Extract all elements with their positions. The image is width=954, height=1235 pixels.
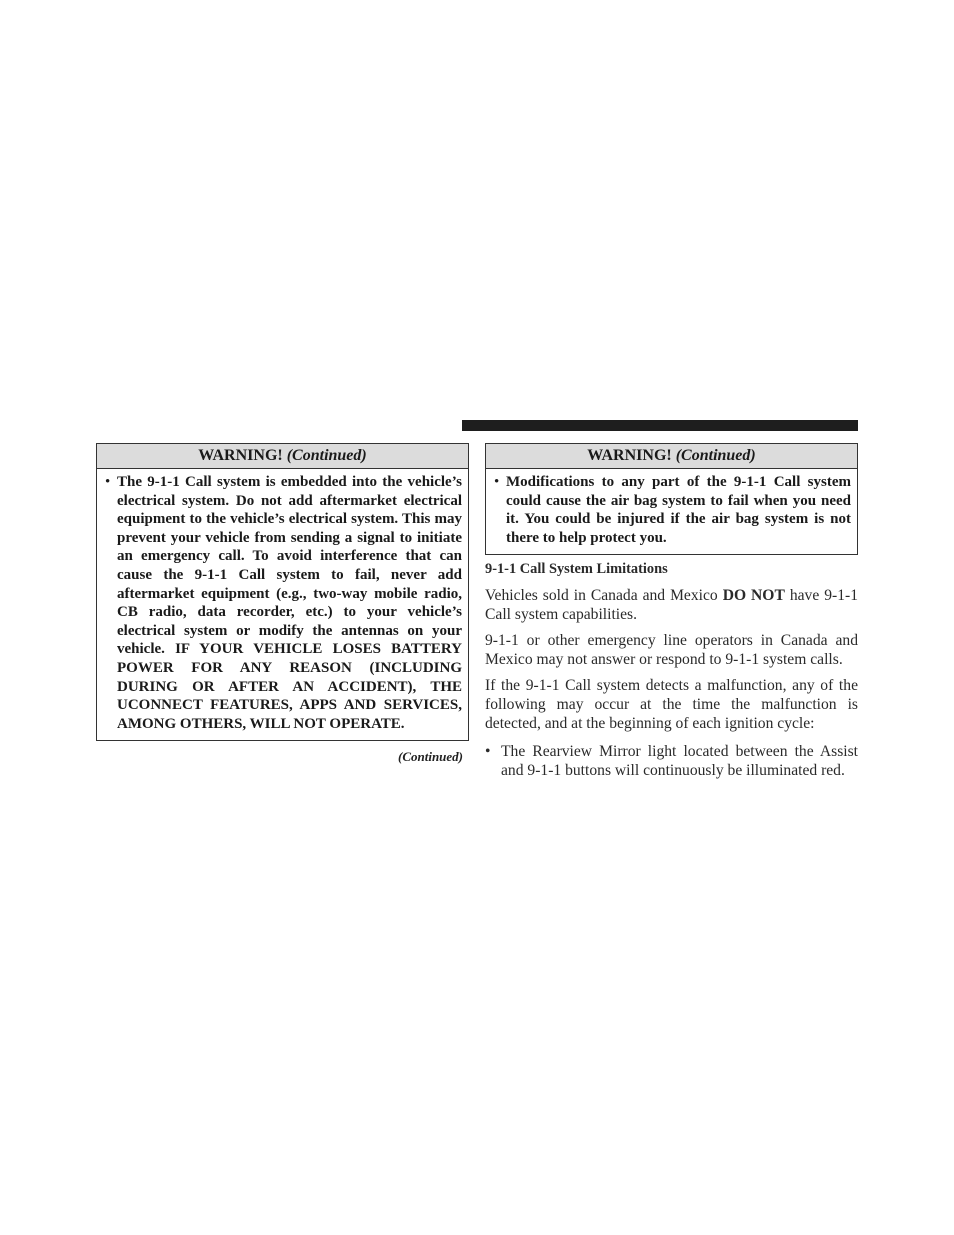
warning-text: Modifications to any part of the 9-1-1 Call system could cause the air bag system to fail when you need it. You could be injured if the air bag system is not there to help protect you.: [506, 474, 851, 546]
warning-text: The 9-1-1 Call system is embedded into the vehicle’s electrical system. Do not add aftermarket electrical equipment to the vehicle’s electrical system. This may prevent your vehicle from sending a signal to initiate an emergency call. To avoid interference that can cause the 9-1-1 Call system to fail, never add aftermarket equipment (e.g., two-way mobile radio, CB radio, data recorder, etc.) to your vehicle’s electrical system or modify the antennas on your vehicle. IF YOUR VEHICLE LOSES BATTERY POWER FOR ANY REASON (INCLUDING DURING OR AFTER AN ACCIDENT), THE UCONNECT FEATURES, APPS AND SERVICES, AMONG OTHERS, WILL NOT OPERATE.: [117, 474, 462, 732]
list-item: [485, 742, 858, 780]
warning-title: WARNING!: [198, 447, 283, 464]
paragraph-operators: 9-1-1 or other emergency line operators in Canada and Mexico may not answer or respond to 9-1-1 system calls.: [485, 632, 858, 668]
warning-title: WARNING!: [587, 447, 672, 464]
paragraph-text: have 9-1-1 Call system capabilities.: [485, 587, 858, 623]
bullet-icon: •: [105, 474, 111, 490]
limitations-section: [485, 560, 858, 780]
paragraph-text: Vehicles sold in Canada and Mexico: [485, 587, 723, 604]
paragraph-canada-mexico: [485, 586, 858, 624]
warning-continued-label: (Continued): [675, 447, 756, 464]
continued-note: (Continued): [397, 749, 463, 764]
bullet-icon: •: [485, 743, 491, 760]
paragraph-malfunction: If the 9-1-1 Call system detects a malfunction, any of the following may occur at the time the malfunction is detected, and at the beginning of each ignition cycle:: [485, 677, 858, 732]
emphasis-do-not: DO NOT: [722, 587, 785, 604]
warning-body: [486, 469, 857, 547]
warning-body: [97, 469, 468, 733]
warning-header: [97, 444, 468, 469]
section-title: 9-1-1 Call System Limitations: [485, 561, 668, 577]
bullet-icon: •: [494, 474, 500, 490]
section-header-bar: [462, 420, 858, 431]
warning-header: [486, 444, 857, 469]
warning-box-right: [485, 443, 858, 555]
list-item-text: The Rearview Mirror light located between the Assist and 9-1-1 buttons will continuously be illuminated red.: [501, 743, 858, 779]
warning-continued-label: (Continued): [286, 447, 367, 464]
warning-box-left: [96, 443, 469, 741]
